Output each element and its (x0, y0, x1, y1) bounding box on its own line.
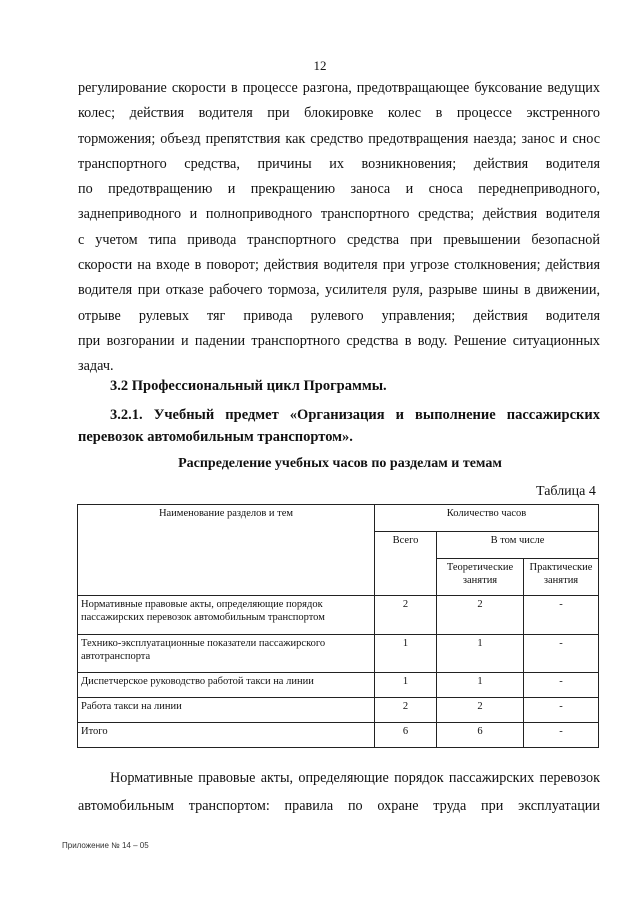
hours-table (77, 504, 599, 748)
body-line: заднеприводного и полноприводного транспортного средства; действия водителя (78, 206, 600, 223)
row-name: Итого (78, 723, 375, 748)
section-heading: 3.2 Профессиональный цикл Программы. (110, 378, 387, 394)
body-line: отрыве рулевых тяг привода рулевого управления; действия водителя (78, 307, 600, 324)
table-row (78, 596, 599, 635)
body-line: торможения; объезд препятствия как средство предотвращения наезда; занос и снос (78, 130, 600, 147)
body-line: транспортного средства, причины их возникновения; действия водителя (78, 155, 600, 172)
body-line: водителя при отказе рабочего тормоза, усилителя руля, разрыве шины в движении, (78, 282, 600, 299)
header-hours: Количество часов (375, 505, 599, 532)
footer-note: Приложение № 14 – 05 (62, 841, 149, 850)
row-name: Технико-эксплуатационные показатели пассажирского автотранспорта (78, 635, 375, 673)
row-practice: - (524, 673, 599, 698)
row-name: Диспетчерское руководство работой такси на линии (78, 673, 375, 698)
row-theory: 6 (437, 723, 524, 748)
table-number: Таблица 4 (536, 484, 596, 499)
bottom-line: автомобильным транспортом: правила по охране труда при эксплуатации (78, 798, 600, 814)
row-total: 2 (375, 698, 437, 723)
row-total: 1 (375, 635, 437, 673)
header-including: В том числе (437, 532, 599, 559)
page-number: 12 (313, 58, 327, 73)
row-practice: - (524, 723, 599, 748)
row-total: 1 (375, 673, 437, 698)
header-theory: Теоретические занятия (437, 559, 524, 596)
subsection-line: перевозок автомобильным транспортом». (78, 429, 353, 445)
bottom-paragraph (78, 764, 600, 820)
body-paragraph (78, 76, 600, 380)
table-row (78, 673, 599, 698)
row-theory: 1 (437, 673, 524, 698)
table-title: Распределение учебных часов по разделам и темам (178, 456, 502, 471)
table-row-total (78, 723, 599, 748)
row-theory: 2 (437, 698, 524, 723)
header-total: Всего (375, 532, 437, 596)
table-row (78, 635, 599, 673)
body-line: задач. (78, 358, 114, 375)
table-row (78, 698, 599, 723)
body-line: колес; действия водителя при блокировке колес в процессе экстренного (78, 105, 600, 122)
bottom-line: Нормативные правовые акты, определяющие порядок пассажирских перевозок (110, 770, 600, 786)
body-line: регулирование скорости в процессе разгона, предотвращающее буксование ведущих (78, 80, 600, 96)
row-total: 2 (375, 596, 437, 635)
row-total: 6 (375, 723, 437, 748)
body-line: скорости на входе в поворот; действия водителя при угрозе столкновения; действия (78, 257, 600, 274)
row-name: Работа такси на линии (78, 698, 375, 723)
header-practice: Практические занятия (524, 559, 599, 596)
subsection-line: 3.2.1. Учебный предмет «Организация и выполнение пассажирских (110, 407, 600, 423)
row-practice: - (524, 596, 599, 635)
body-line: при возгорании и падении транспортного средства в воду. Решение ситуационных (78, 332, 600, 349)
body-line: по предотвращению и прекращению заноса и сноса переднеприводного, (78, 181, 600, 198)
row-practice: - (524, 698, 599, 723)
body-line: с учетом типа привода транспортного средства при превышении безопасной (78, 231, 600, 248)
row-theory: 1 (437, 635, 524, 673)
row-practice: - (524, 635, 599, 673)
row-theory: 2 (437, 596, 524, 635)
row-name: Нормативные правовые акты, определяющие порядок пассажирских перевозок автомобильным транспортом (78, 596, 375, 635)
subsection-heading (78, 404, 600, 448)
header-name: Наименование разделов и тем (78, 505, 375, 596)
